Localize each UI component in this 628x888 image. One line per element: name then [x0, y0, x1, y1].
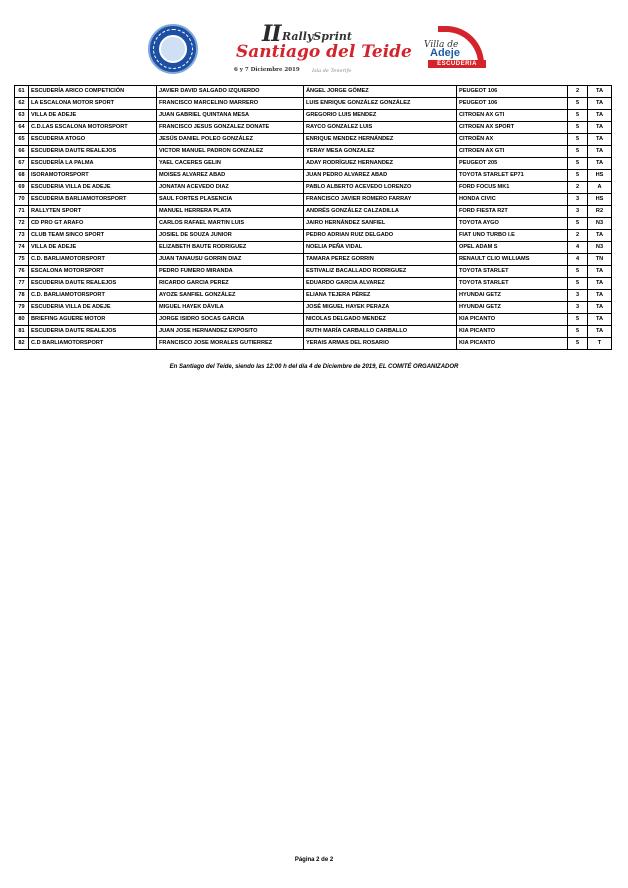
entry-car: PEUGEOT 106	[457, 86, 568, 98]
entry-team: C.D. BARLIAMOTORSPORT	[29, 254, 157, 266]
event-logo	[228, 18, 412, 82]
entry-class: TN	[588, 254, 612, 266]
entry-group: 3	[568, 206, 588, 218]
entry-group: 5	[568, 314, 588, 326]
club-escuderia-text: ESCUDERIA	[428, 60, 486, 68]
entry-class: TA	[588, 278, 612, 290]
entry-team: BRIEFING AGUERE MOTOR	[29, 314, 157, 326]
entry-group: 3	[568, 290, 588, 302]
entry-number: 70	[15, 194, 29, 206]
entry-codriver: RAYCO GONZALEZ LUIS	[304, 122, 457, 134]
entry-number: 68	[15, 170, 29, 182]
entry-number: 72	[15, 218, 29, 230]
table-row	[15, 194, 612, 206]
entry-team: C.D. BARLIAMOTORSPORT	[29, 290, 157, 302]
entry-class: TA	[588, 314, 612, 326]
table-row	[15, 122, 612, 134]
entry-driver: ELIZABETH BAUTE RODRIGUEZ	[157, 242, 304, 254]
entry-codriver: ÁNGEL JORGE GÓMEZ	[304, 86, 457, 98]
entry-driver: JUAN JOSE HERNANDEZ EXPOSITO	[157, 326, 304, 338]
entry-driver: AYOZE SANFIEL GONZÁLEZ	[157, 290, 304, 302]
entry-number: 69	[15, 182, 29, 194]
entry-car: OPEL ADAM S	[457, 242, 568, 254]
entry-driver: JOSIEL DE SOUZA JUNIOR	[157, 230, 304, 242]
entry-car: PEUGEOT 106	[457, 98, 568, 110]
entry-class: R2	[588, 206, 612, 218]
entry-number: 74	[15, 242, 29, 254]
entry-class: TA	[588, 290, 612, 302]
table-row	[15, 98, 612, 110]
entry-team: ESCUDERÍA ARICO COMPETICIÓN	[29, 86, 157, 98]
entry-driver: JORGE ISIDRO SOCAS GARCIA	[157, 314, 304, 326]
entry-car: HONDA CIVIC	[457, 194, 568, 206]
entry-number: 67	[15, 158, 29, 170]
organizer-note: En Santiago del Teide, siendo las 12:00 h del día 4 de Diciembre de 2019, EL COMITÉ ORGANIZADOR	[169, 364, 459, 370]
table-row	[15, 206, 612, 218]
entry-driver: PEDRO FUMERO MIRANDA	[157, 266, 304, 278]
entry-team: ESCUDERIA DAUTE REALEJOS	[29, 146, 157, 158]
entry-driver: MOISES ALVAREZ ABAD	[157, 170, 304, 182]
entry-class: TA	[588, 146, 612, 158]
entry-number: 80	[15, 314, 29, 326]
event-subtitle: Isla de Tenerife	[312, 68, 352, 74]
entry-driver: SAUL FORTES PLASENCIA	[157, 194, 304, 206]
entry-class: TA	[588, 110, 612, 122]
entry-team: ESCUDERÍA LA PALMA	[29, 158, 157, 170]
entry-number: 64	[15, 122, 29, 134]
table-row	[15, 326, 612, 338]
table-row	[15, 86, 612, 98]
entry-car: CITROEN AX GTI	[457, 110, 568, 122]
entry-codriver: JUAN PEDRO ALVAREZ ABAD	[304, 170, 457, 182]
entry-team: C.D BARLIAMOTORSPORT	[29, 338, 157, 350]
entry-codriver: PEDRO ADRIAN RUIZ DELGADO	[304, 230, 457, 242]
entry-group: 5	[568, 158, 588, 170]
entry-car: HYUNDAI GETZ	[457, 290, 568, 302]
entry-car: TOYOTA STARLET EP71	[457, 170, 568, 182]
entry-codriver: YERAY MESA GONZALEZ	[304, 146, 457, 158]
event-number: II	[262, 21, 281, 47]
entry-group: 5	[568, 98, 588, 110]
entry-group: 4	[568, 242, 588, 254]
entry-team: ESCUDERIA ATOGO	[29, 134, 157, 146]
entry-class: TA	[588, 122, 612, 134]
entry-number: 82	[15, 338, 29, 350]
table-row	[15, 290, 612, 302]
entry-codriver: ENRIQUE MENDEZ HERNÁNDEZ	[304, 134, 457, 146]
entry-car: KIA PICANTO	[457, 314, 568, 326]
entry-driver: FRANCISCO MARCELINO MARRERO	[157, 98, 304, 110]
entry-number: 79	[15, 302, 29, 314]
entry-group: 5	[568, 110, 588, 122]
entry-number: 78	[15, 290, 29, 302]
entry-driver: VICTOR MANUEL PADRON GONZALEZ	[157, 146, 304, 158]
entry-number: 66	[15, 146, 29, 158]
entry-group: 2	[568, 230, 588, 242]
entry-driver: RICARDO GARCIA PEREZ	[157, 278, 304, 290]
entry-class: TA	[588, 266, 612, 278]
table-row	[15, 314, 612, 326]
table-row	[15, 278, 612, 290]
event-date: 6 y 7 Diciembre 2019	[234, 67, 300, 73]
table-row	[15, 338, 612, 350]
entry-class: TA	[588, 134, 612, 146]
entry-driver: CARLOS RAFAEL MARTIN LUIS	[157, 218, 304, 230]
entry-class: N3	[588, 242, 612, 254]
entry-group: 5	[568, 146, 588, 158]
entry-team: ESCUDERIA DAUTE REALEJOS	[29, 326, 157, 338]
entry-team: ESCALONA MOTORSPORT	[29, 266, 157, 278]
entry-number: 71	[15, 206, 29, 218]
entry-car: RENAULT CLIO WILLIAMS	[457, 254, 568, 266]
entry-car: FORD FIESTA R2T	[457, 206, 568, 218]
entry-team: LA ESCALONA MOTOR SPORT	[29, 98, 157, 110]
entry-class: TA	[588, 302, 612, 314]
table-row	[15, 302, 612, 314]
table-row	[15, 134, 612, 146]
entry-driver: MIGUEL HAYEK DÁVILA	[157, 302, 304, 314]
entry-number: 61	[15, 86, 29, 98]
table-row	[15, 146, 612, 158]
entry-codriver: JOSÉ MIGUEL HAYEK PERAZA	[304, 302, 457, 314]
entry-number: 63	[15, 110, 29, 122]
entry-class: HS	[588, 170, 612, 182]
entry-driver: JESÚS DANIEL POLEO GONZÁLEZ	[157, 134, 304, 146]
entry-class: N3	[588, 218, 612, 230]
entry-driver: FRANCISCO JOSE MORALES GUTIERREZ	[157, 338, 304, 350]
entry-group: 5	[568, 266, 588, 278]
entry-driver: MANUEL HERRERA PLATA	[157, 206, 304, 218]
entry-codriver: TAMARA PEREZ GORRIN	[304, 254, 457, 266]
entry-class: TA	[588, 98, 612, 110]
entry-number: 75	[15, 254, 29, 266]
entry-team: CLUB TEAM SINCO SPORT	[29, 230, 157, 242]
entry-class: TA	[588, 326, 612, 338]
entry-class: T	[588, 338, 612, 350]
federation-logo-icon	[148, 24, 198, 74]
entry-group: 3	[568, 302, 588, 314]
entry-list-table	[14, 85, 612, 350]
entry-codriver: ADAY RODRÍGUEZ HERNANDEZ	[304, 158, 457, 170]
table-row	[15, 170, 612, 182]
table-row	[15, 242, 612, 254]
entry-codriver: LUIS ENRIQUE GONZÁLEZ GONZÁLEZ	[304, 98, 457, 110]
entry-class: TA	[588, 86, 612, 98]
entry-class: TA	[588, 230, 612, 242]
entry-car: CITROEN AX GTI	[457, 146, 568, 158]
entry-team: C.D.LAS ESCALONA MOTORSPORT	[29, 122, 157, 134]
entry-codriver: PABLO ALBERTO ACEVEDO LORENZO	[304, 182, 457, 194]
entry-car: FIAT UNO TURBO I.E	[457, 230, 568, 242]
event-name: Santiago del Teide	[236, 42, 412, 62]
entry-team: ISORAMOTORSPORT	[29, 170, 157, 182]
entry-group: 2	[568, 182, 588, 194]
page-number: Página 2 de 2	[294, 857, 334, 863]
entry-group: 5	[568, 338, 588, 350]
entry-number: 77	[15, 278, 29, 290]
entry-codriver: RUTH MARÍA CARBALLO CARBALLO	[304, 326, 457, 338]
entry-class: TA	[588, 158, 612, 170]
entry-team: VILLA DE ADEJE	[29, 242, 157, 254]
entry-list-body	[15, 86, 612, 350]
entry-number: 73	[15, 230, 29, 242]
entry-car: FORD FOCUS MK1	[457, 182, 568, 194]
entry-car: TOYOTA AYGO	[457, 218, 568, 230]
entry-car: HYUNDAI GETZ	[457, 302, 568, 314]
entry-car: CITROEN AX SPORT	[457, 122, 568, 134]
club-villa-text: Villa de	[424, 40, 459, 50]
entry-team: ESCUDERIA DAUTE REALEJOS	[29, 278, 157, 290]
entry-car: CITROËN AX	[457, 134, 568, 146]
entry-number: 65	[15, 134, 29, 146]
entry-car: PEUGEOT 205	[457, 158, 568, 170]
entry-group: 5	[568, 326, 588, 338]
entry-codriver: JAIRO HERNÁNDEZ SANFIEL	[304, 218, 457, 230]
entry-group: 5	[568, 278, 588, 290]
entry-codriver: ELIANA TEJERA PÉREZ	[304, 290, 457, 302]
entry-group: 5	[568, 218, 588, 230]
table-row	[15, 182, 612, 194]
entry-codriver: GREGORIO LUIS MENDEZ	[304, 110, 457, 122]
entry-team: CD PRO GT ARAFO	[29, 218, 157, 230]
entry-team: VILLA DE ADEJE	[29, 110, 157, 122]
entry-group: 2	[568, 86, 588, 98]
entry-driver: JAVIER DAVID SALGADO IZQUIERDO	[157, 86, 304, 98]
entry-codriver: FRANCISCO JAVIER ROMERO FARRAY	[304, 194, 457, 206]
entry-codriver: ANDRÉS GONZÁLEZ CALZADILLA	[304, 206, 457, 218]
table-row	[15, 266, 612, 278]
entry-group: 4	[568, 254, 588, 266]
entry-number: 76	[15, 266, 29, 278]
entry-driver: YAEL CACERES GELIN	[157, 158, 304, 170]
entry-class: A	[588, 182, 612, 194]
entry-codriver: YERAIS ARMAS DEL ROSARIO	[304, 338, 457, 350]
club-logo	[418, 26, 492, 70]
table-row	[15, 158, 612, 170]
event-type: RallySprint	[282, 30, 352, 43]
entry-driver: FRANCISCO JESUS GONZALEZ DONATE	[157, 122, 304, 134]
entry-team: ESCUDERIA BARLIAMOTORSPORT	[29, 194, 157, 206]
entry-codriver: NOELIA PEÑA VIDAL	[304, 242, 457, 254]
entry-car: TOYOTA STARLET	[457, 266, 568, 278]
entry-car: TOYOTA STARLET	[457, 278, 568, 290]
table-row	[15, 218, 612, 230]
entry-number: 62	[15, 98, 29, 110]
entry-codriver: EDUARDO GARCIA ALVAREZ	[304, 278, 457, 290]
page-header	[0, 18, 628, 82]
entry-number: 81	[15, 326, 29, 338]
table-row	[15, 230, 612, 242]
entry-team: ESCUDERIA VILLA DE ADEJE	[29, 182, 157, 194]
entry-team: RALLYTEN SPORT	[29, 206, 157, 218]
club-adeje-text: Adeje	[430, 47, 460, 59]
entry-group: 3	[568, 194, 588, 206]
table-row	[15, 110, 612, 122]
entry-group: 5	[568, 134, 588, 146]
entry-car: KIA PICANTO	[457, 326, 568, 338]
entry-car: KIA PICANTO	[457, 338, 568, 350]
entry-driver: JONATAN ACEVEDO DIAZ	[157, 182, 304, 194]
entry-group: 5	[568, 170, 588, 182]
entry-group: 5	[568, 122, 588, 134]
entry-driver: JUAN TANAUSU GORRIN DIAZ	[157, 254, 304, 266]
entry-codriver: ESTIVALIZ BACALLADO RODRIGUEZ	[304, 266, 457, 278]
entry-codriver: NICOLAS DELGADO MENDEZ	[304, 314, 457, 326]
table-row	[15, 254, 612, 266]
entry-team: ESCUDERIA VILLA DE ADEJE	[29, 302, 157, 314]
entry-driver: JUAN GABRIEL QUINTANA MESA	[157, 110, 304, 122]
entry-class: HS	[588, 194, 612, 206]
